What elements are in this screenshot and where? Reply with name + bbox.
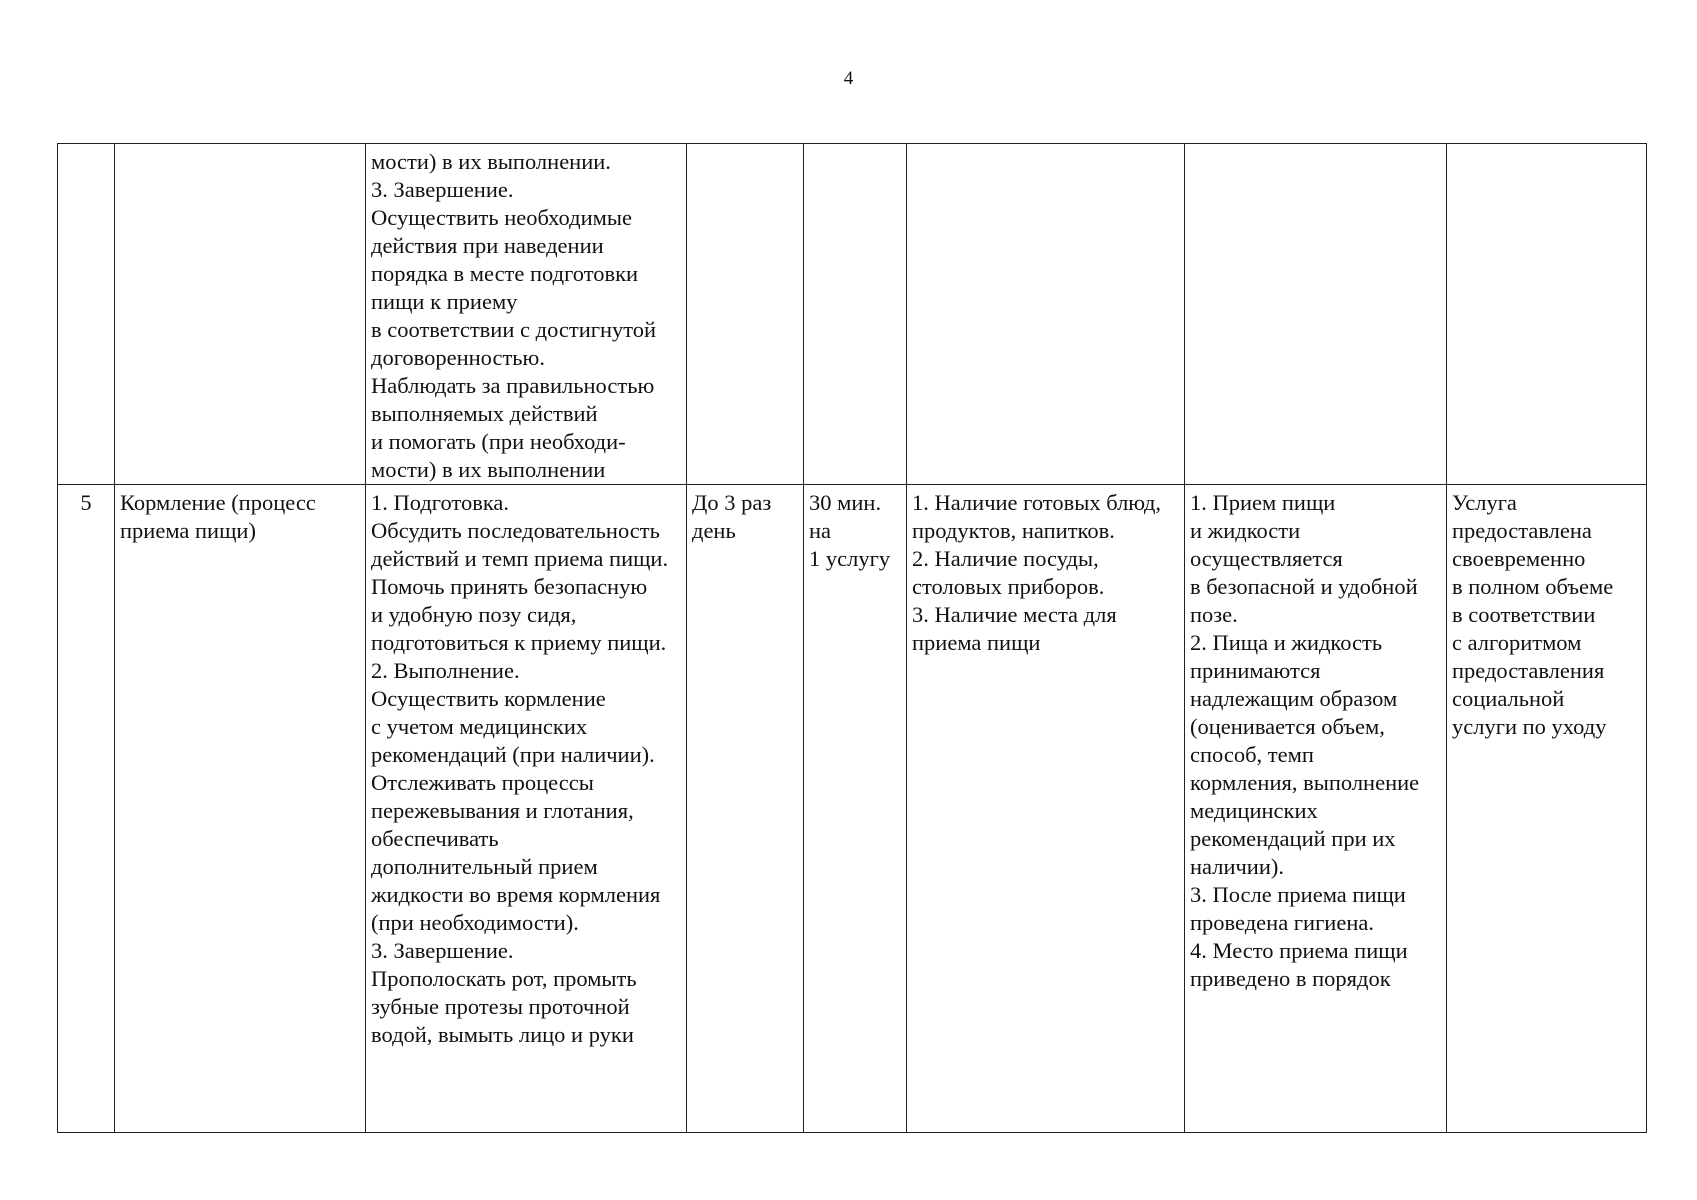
cell-number: 5 (58, 485, 115, 1133)
cell-service-content: мости) в их выполнении. 3. Завершение. Осуществить необходимые действия при наведении порядка в месте подготовки пищи к приему в соответствии с достигнутой договоренностью. Наблюдать за правильностью выполняемых действий и помогать (при необходи- мости) в их выполнении (366, 144, 687, 485)
page-number: 4 (843, 68, 854, 89)
cell-quality-indicators (1185, 144, 1447, 485)
cell-evaluation: Услуга предоставлена своевременно в полном объеме в соответствии с алгоритмом предоставления социальной услуги по уходу (1447, 485, 1647, 1133)
cell-quality-indicators: 1. Прием пищи и жидкости осуществляется в безопасной и удобной позе. 2. Пища и жидкость принимаются надлежащим образом (оценивается объем, способ, темп кормления, выполнение медицинских рекомендаций при их наличии). 3. После приема пищи проведена гигиена. 4. Место приема пищи приведено в порядок (1185, 485, 1447, 1133)
cell-evaluation (1447, 144, 1647, 485)
table-row-feeding (58, 485, 1647, 1133)
services-table (57, 143, 1647, 1133)
cell-duration: 30 мин. на 1 услугу (804, 485, 907, 1133)
cell-service-name: Кормление (процесс приема пищи) (115, 485, 366, 1133)
cell-conditions (907, 144, 1185, 485)
table-row-continuation (58, 144, 1647, 485)
cell-frequency: До 3 раз день (687, 485, 804, 1133)
cell-number (58, 144, 115, 485)
cell-frequency (687, 144, 804, 485)
cell-service-name (115, 144, 366, 485)
cell-duration (804, 144, 907, 485)
cell-service-content: 1. Подготовка. Обсудить последовательность действий и темп приема пищи. Помочь принять безопасную и удобную позу сидя, подготовиться к приему пищи. 2. Выполнение. Осуществить кормление с учетом медицинских рекомендаций (при наличии). Отслеживать процессы пережевывания и глотания, обеспечивать дополнительный прием жидкости во время кормления (при необходимости). 3. Завершение. Прополоскать рот, промыть зубные протезы проточной водой, вымыть лицо и руки (366, 485, 687, 1133)
cell-conditions: 1. Наличие готовых блюд, продуктов, напитков. 2. Наличие посуды, столовых приборов. 3. Наличие места для приема пищи (907, 485, 1185, 1133)
